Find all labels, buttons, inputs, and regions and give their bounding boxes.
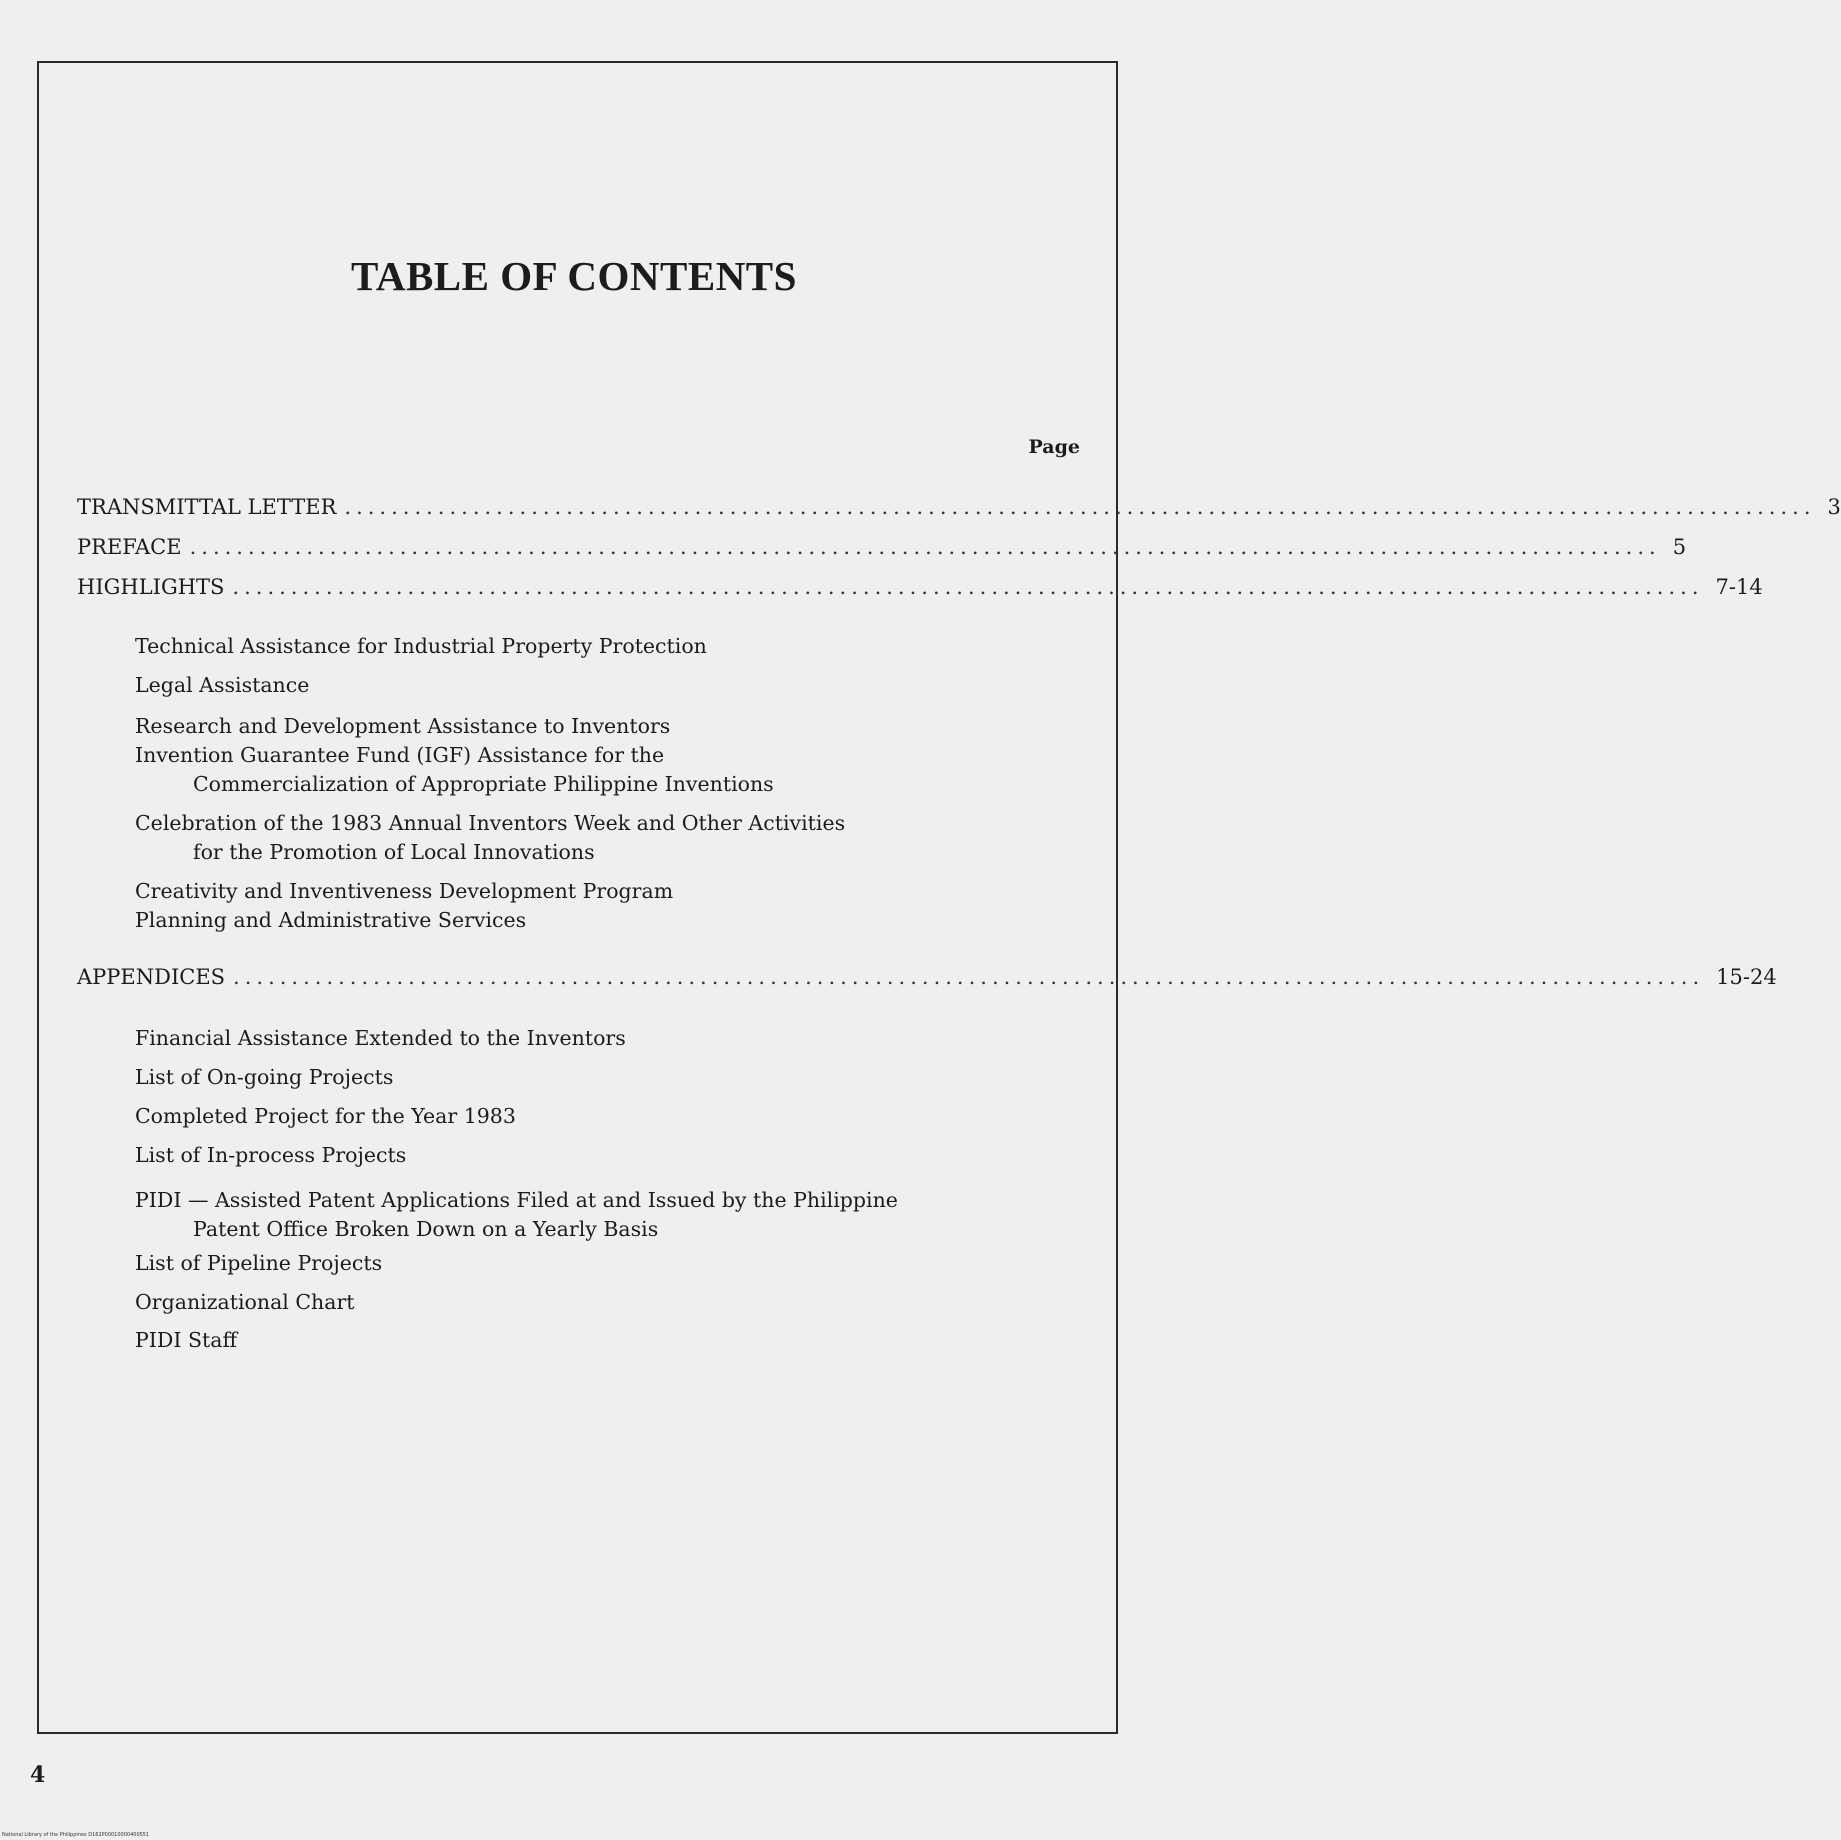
page-number: 4: [30, 1762, 46, 1788]
leader-dots: ..............................................................................................................................: [233, 965, 1705, 989]
page-title: TABLE OF CONTENTS: [351, 253, 797, 299]
leader-dots: ..............................................................................................................................: [232, 575, 1704, 599]
appendices-item: List of In-process Projects: [135, 1143, 407, 1167]
toc-entry-preface: [77, 535, 1687, 559]
toc-entry-label: TRANSMITTAL LETTER: [77, 495, 337, 519]
highlights-item-line: Commercialization of Appropriate Philippine Inventions: [193, 772, 774, 796]
appendices-item: Organizational Chart: [135, 1290, 355, 1314]
highlights-item-line: Invention Guarantee Fund (IGF) Assistance for the: [135, 743, 665, 767]
toc-entry-appendices: [77, 965, 1777, 989]
toc-entry-highlights: [77, 575, 1763, 599]
toc-entry-label: PREFACE: [77, 535, 182, 559]
highlights-item: [135, 809, 845, 867]
leader-dots: ..............................................................................................................................: [344, 495, 1816, 519]
page-column-header: Page: [1028, 436, 1080, 458]
toc-entry-page: 15-24: [1716, 965, 1777, 989]
appendices-item: List of On-going Projects: [135, 1065, 394, 1089]
toc-entry-label: APPENDICES: [77, 965, 226, 989]
toc-entry-page: 3: [1827, 495, 1841, 519]
appendices-item: Completed Project for the Year 1983: [135, 1104, 516, 1128]
appendices-item: Financial Assistance Extended to the Inventors: [135, 1026, 626, 1050]
highlights-item-line: Planning and Administrative Services: [135, 908, 527, 932]
toc-entry-page: 5: [1672, 535, 1687, 559]
appendices-item-line: Patent Office Broken Down on a Yearly Basis: [193, 1217, 659, 1241]
scan-footer: National Library of the Philippines D162P00010000400551: [2, 1832, 150, 1838]
highlights-item: [135, 712, 774, 799]
highlights-item-line: for the Promotion of Local Innovations: [193, 840, 595, 864]
highlights-item: Technical Assistance for Industrial Property Protection: [135, 634, 707, 658]
highlights-item-line: Creativity and Inventiveness Development Program: [135, 879, 674, 903]
toc-entry-label: HIGHLIGHTS: [77, 575, 225, 599]
toc-entry-page: 7-14: [1715, 575, 1763, 599]
appendices-item: [135, 1186, 898, 1244]
appendices-item: PIDI Staff: [135, 1328, 238, 1352]
highlights-item: [135, 877, 673, 935]
toc-entry-transmittal-letter: [77, 495, 1841, 519]
appendices-item: List of Pipeline Projects: [135, 1251, 383, 1275]
leader-dots: ..............................................................................................................................: [189, 535, 1661, 559]
highlights-item: Legal Assistance: [135, 673, 310, 697]
appendices-item-line: PIDI — Assisted Patent Applications Filed at and Issued by the Philippine: [135, 1188, 898, 1212]
highlights-item-line: Research and Development Assistance to Inventors: [135, 714, 671, 738]
highlights-item-line: Celebration of the 1983 Annual Inventors Week and Other Activities: [135, 811, 846, 835]
